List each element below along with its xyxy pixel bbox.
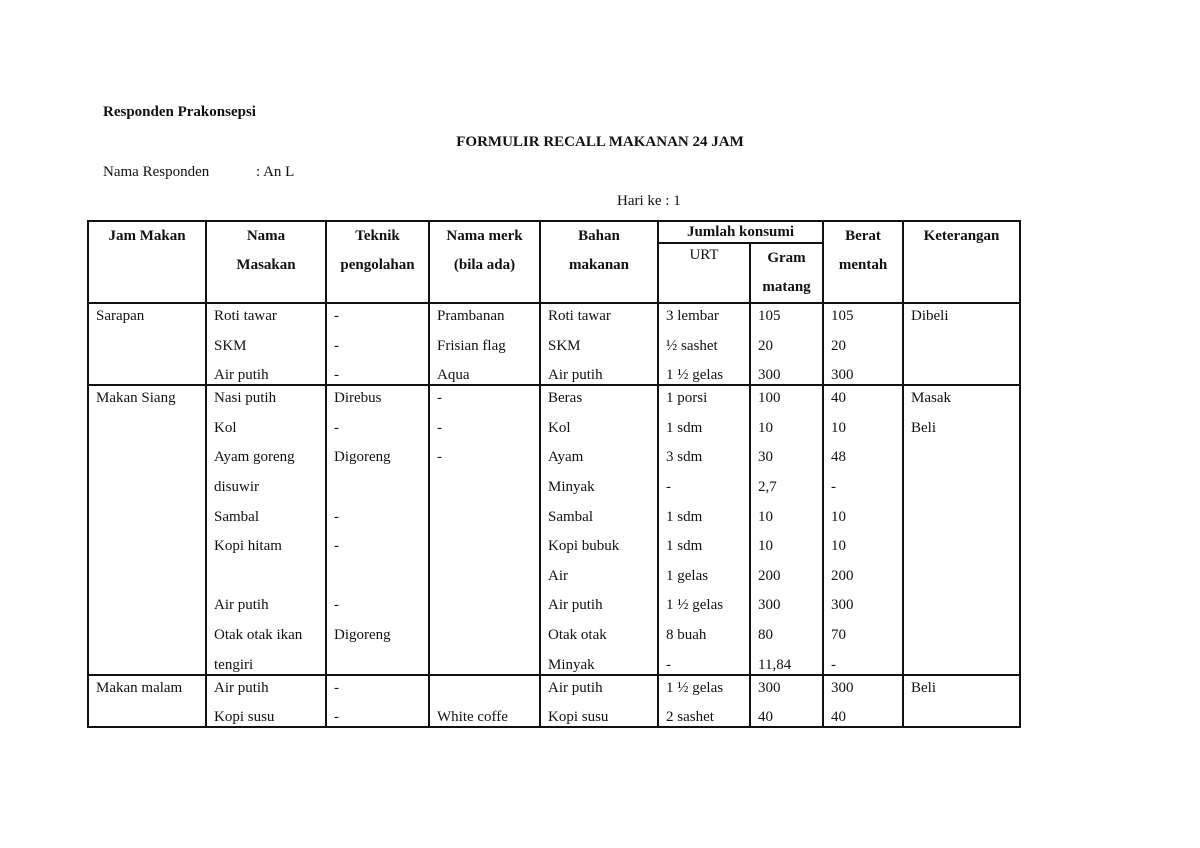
cell-gram-cooked-line: 10: [758, 508, 773, 525]
cell-ingredient-line: SKM: [548, 337, 581, 354]
cell-urt-line: ½ sashet: [666, 337, 718, 354]
cell-notes-line: [911, 334, 1019, 364]
cell-dish-line: Nasi putih: [214, 390, 277, 407]
meal-group-row: [88, 385, 1020, 674]
cell-notes-line: Dibeli: [911, 308, 949, 324]
cell-gram-cooked: [750, 675, 823, 728]
cell-notes-line: [911, 475, 1019, 505]
meal-label: Makan malam: [96, 679, 183, 696]
header-ingredient: Bahan makanan: [540, 221, 658, 303]
cell-technique: [326, 675, 429, 728]
cell-gram-cooked-line: 2,7: [758, 478, 777, 495]
cell-dish: [206, 675, 326, 728]
cell-brand: [429, 675, 540, 728]
cell-dish-line: tengiri: [214, 656, 254, 673]
cell-meal: [88, 303, 206, 385]
cell-brand-line: Aqua: [437, 367, 470, 384]
cell-gram-cooked: [750, 385, 823, 674]
cell-notes-line: [911, 623, 1019, 653]
respondent-label: Nama Responden: [103, 164, 210, 180]
cell-ingredient-line: Sambal: [548, 508, 593, 525]
cell-dish-line: Air putih: [214, 367, 269, 384]
cell-brand-line: [437, 676, 539, 706]
cell-gram-cooked-line: 300: [758, 367, 781, 384]
cell-ingredient-line: Otak otak: [548, 626, 607, 643]
cell-raw-weight-line: 10: [831, 538, 846, 555]
cell-technique-line: [334, 653, 428, 674]
cell-ingredient-line: Ayam: [548, 449, 584, 466]
cell-raw-weight-line: 48: [831, 449, 846, 466]
cell-dish: [206, 385, 326, 674]
cell-gram-cooked-line: 11,84: [758, 656, 792, 673]
cell-gram-cooked-line: 10: [758, 419, 773, 436]
cell-notes: [903, 385, 1020, 674]
cell-brand: [429, 385, 540, 674]
cell-ingredient-line: Air: [548, 567, 568, 584]
cell-technique-line: -: [334, 679, 339, 696]
cell-urt-line: 1 gelas: [666, 567, 709, 584]
header-notes: Keterangan: [903, 221, 1020, 303]
cell-notes-line: [911, 653, 1019, 674]
cell-urt-line: 1 sdm: [666, 508, 703, 525]
cell-gram-cooked: [750, 303, 823, 385]
form-title: FORMULIR RECALL MAKANAN 24 JAM: [456, 134, 744, 150]
header-brand: Nama merk (bila ada): [429, 221, 540, 303]
cell-brand-line: Frisian flag: [437, 337, 506, 354]
cell-notes-line: [911, 445, 1019, 475]
cell-technique-line: -: [334, 367, 339, 384]
cell-raw-weight-line: 40: [831, 390, 846, 407]
cell-raw-weight-line: 40: [831, 709, 846, 726]
meal-group-row: [88, 675, 1020, 728]
cell-raw-weight-line: 20: [831, 337, 846, 354]
cell-raw-weight-line: 200: [831, 567, 854, 584]
cell-gram-cooked-line: 20: [758, 337, 773, 354]
day-indicator: Hari ke : 1: [617, 193, 681, 209]
cell-ingredient: [540, 303, 658, 385]
cell-meal: [88, 385, 206, 674]
cell-ingredient-line: Kopi bubuk: [548, 538, 620, 555]
cell-brand-line: -: [437, 449, 442, 466]
cell-brand-line: [437, 534, 539, 564]
cell-brand-line: [437, 505, 539, 535]
cell-gram-cooked-line: 105: [758, 308, 781, 324]
header-raw-weight: Berat mentah: [823, 221, 903, 303]
recall-table: [87, 220, 1021, 728]
cell-dish-line: Roti tawar: [214, 308, 277, 324]
cell-gram-cooked-line: 80: [758, 626, 773, 643]
cell-gram-cooked-line: 300: [758, 679, 781, 696]
cell-notes: [903, 675, 1020, 728]
cell-ingredient: [540, 385, 658, 674]
cell-urt-line: 8 buah: [666, 626, 707, 643]
cell-technique-line: -: [334, 508, 339, 525]
cell-brand-line: -: [437, 419, 442, 436]
cell-technique: [326, 303, 429, 385]
header-consumption: Jumlah konsumi: [658, 221, 823, 243]
cell-urt-line: 1 sdm: [666, 419, 703, 436]
cell-dish-line: Kopi susu: [214, 709, 275, 726]
cell-urt-line: 1 ½ gelas: [666, 367, 724, 384]
cell-technique-line: -: [334, 308, 339, 324]
cell-ingredient-line: Minyak: [548, 478, 595, 495]
cell-raw-weight-line: 10: [831, 508, 846, 525]
cell-gram-cooked-line: 30: [758, 449, 773, 466]
cell-notes-line: [911, 363, 1019, 384]
cell-raw-weight-line: 10: [831, 419, 846, 436]
cell-ingredient-line: Air putih: [548, 367, 603, 384]
cell-brand-line: [437, 623, 539, 653]
cell-urt-line: -: [666, 478, 671, 495]
cell-brand-line: Prambanan: [437, 308, 505, 324]
header-meal-time: Jam Makan: [88, 221, 206, 303]
cell-urt: [658, 385, 750, 674]
cell-dish-line: Ayam goreng: [214, 449, 295, 466]
cell-ingredient-line: Beras: [548, 390, 583, 407]
cell-raw-weight-line: -: [831, 656, 836, 673]
cell-ingredient-line: Air putih: [548, 597, 603, 614]
cell-notes-line: [911, 505, 1019, 535]
cell-ingredient-line: Minyak: [548, 656, 595, 673]
cell-ingredient: [540, 675, 658, 728]
cell-notes-line: Masak: [911, 390, 951, 407]
meal-label: Makan Siang: [96, 390, 176, 407]
header-gram-cooked: Gram matang: [750, 243, 823, 303]
cell-urt-line: -: [666, 656, 671, 673]
cell-technique-line: Digoreng: [334, 449, 391, 466]
cell-technique-line: Direbus: [334, 390, 382, 407]
cell-urt: [658, 303, 750, 385]
cell-technique-line: [334, 475, 428, 505]
cell-brand-line: [437, 653, 539, 674]
cell-raw-weight-line: 105: [831, 308, 854, 324]
cell-raw-weight-line: 300: [831, 679, 854, 696]
cell-raw-weight: [823, 675, 903, 728]
cell-technique-line: -: [334, 538, 339, 555]
cell-gram-cooked-line: 100: [758, 390, 781, 407]
cell-technique-line: Digoreng: [334, 626, 391, 643]
cell-ingredient-line: Kol: [548, 419, 571, 436]
cell-notes: [903, 303, 1020, 385]
cell-notes-line: [911, 593, 1019, 623]
cell-urt-line: 2 sashet: [666, 709, 714, 726]
cell-brand-line: [437, 564, 539, 594]
cell-dish-line: Kopi hitam: [214, 538, 282, 555]
meal-group-row: [88, 303, 1020, 385]
cell-urt-line: 1 sdm: [666, 538, 703, 555]
cell-raw-weight-line: -: [831, 478, 836, 495]
cell-technique-line: -: [334, 337, 339, 354]
cell-technique-line: -: [334, 597, 339, 614]
cell-urt-line: 1 ½ gelas: [666, 679, 724, 696]
cell-dish-line: Kol: [214, 419, 237, 436]
cell-gram-cooked-line: 40: [758, 709, 773, 726]
cell-gram-cooked-line: 200: [758, 567, 781, 584]
header-technique: Teknik pengolahan: [326, 221, 429, 303]
cell-dish: [206, 303, 326, 385]
cell-notes-line: [911, 534, 1019, 564]
cell-gram-cooked-line: 10: [758, 538, 773, 555]
cell-raw-weight-line: 300: [831, 597, 854, 614]
cell-notes-line: [911, 564, 1019, 594]
cell-dish-line: Sambal: [214, 508, 259, 525]
cell-dish-line: disuwir: [214, 478, 259, 495]
cell-urt-line: 1 ½ gelas: [666, 597, 724, 614]
header-dish-name: Nama Masakan: [206, 221, 326, 303]
cell-notes-line: Beli: [911, 419, 936, 436]
cell-meal: [88, 675, 206, 728]
cell-raw-weight-line: 70: [831, 626, 846, 643]
cell-raw-weight: [823, 303, 903, 385]
header-urt: URT: [658, 243, 750, 303]
cell-raw-weight-line: 300: [831, 367, 854, 384]
cell-brand-line: -: [437, 390, 442, 407]
cell-ingredient-line: Kopi susu: [548, 709, 609, 726]
cell-brand-line: White coffe: [437, 709, 508, 726]
cell-notes-line: Beli: [911, 679, 936, 696]
respondent-value: : An L: [256, 164, 295, 180]
cell-gram-cooked-line: 300: [758, 597, 781, 614]
cell-technique-line: -: [334, 419, 339, 436]
cell-notes-line: [911, 705, 1019, 726]
cell-dish-line: Air putih: [214, 597, 269, 614]
cell-raw-weight: [823, 385, 903, 674]
cell-brand-line: [437, 593, 539, 623]
cell-urt-line: 3 sdm: [666, 449, 703, 466]
cell-urt-line: 3 lembar: [666, 308, 719, 324]
cell-urt: [658, 675, 750, 728]
cell-dish-line: SKM: [214, 337, 247, 354]
cell-technique: [326, 385, 429, 674]
cell-ingredient-line: Air putih: [548, 679, 603, 696]
meal-label: Sarapan: [96, 308, 145, 324]
cell-brand-line: [437, 475, 539, 505]
cell-technique-line: [334, 564, 428, 594]
cell-dish-line: Air putih: [214, 679, 269, 696]
cell-ingredient-line: Roti tawar: [548, 308, 611, 324]
cell-dish-line: Otak otak ikan: [214, 626, 303, 643]
cell-urt-line: 1 porsi: [666, 390, 708, 407]
form-label: Responden Prakonsepsi: [103, 104, 256, 120]
cell-dish-line: [214, 564, 325, 594]
cell-technique-line: -: [334, 709, 339, 726]
cell-brand: [429, 303, 540, 385]
